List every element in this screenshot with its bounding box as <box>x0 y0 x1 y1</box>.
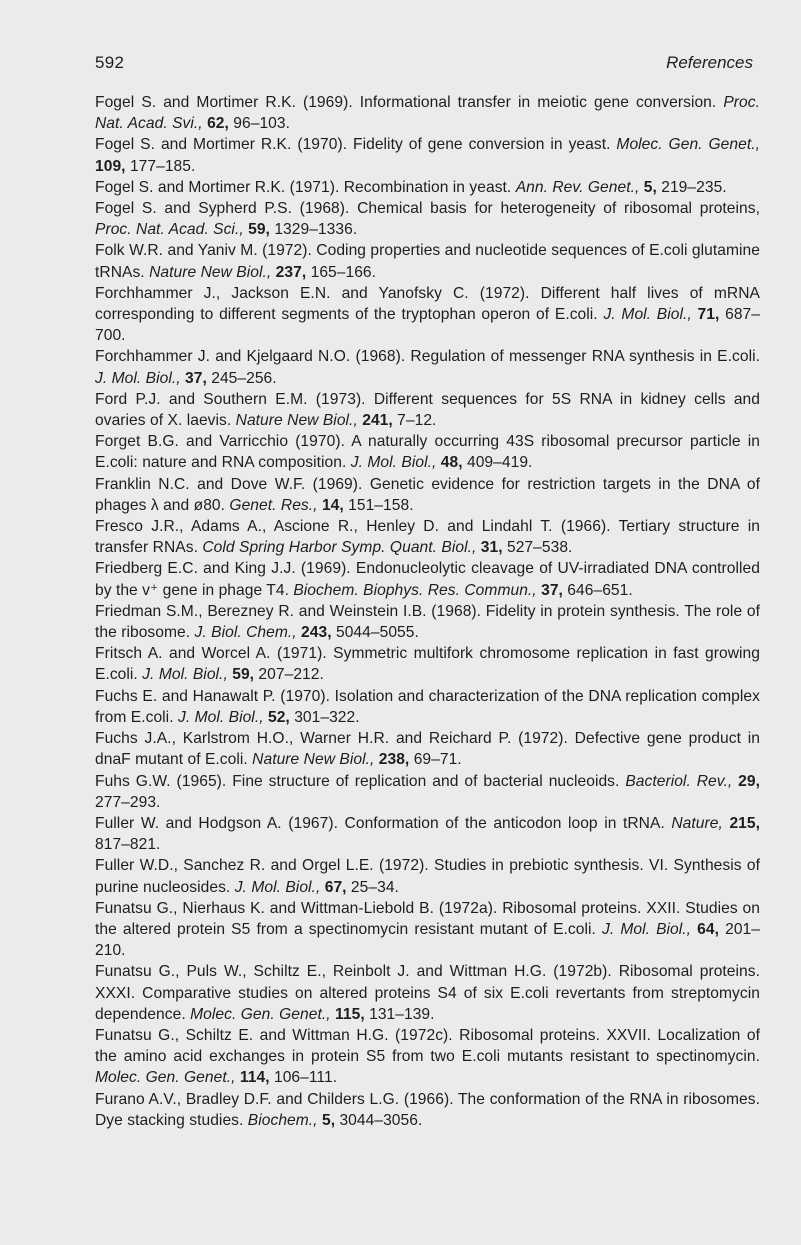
reference-authors-title: Funatsu G., Puls W., Schiltz E., Reinbolt J. and Wittman H.G. (1972b). Ribosomal proteins. XXXI. Comparative studies on altered proteins S4 of six E.coli revertants from streptomycin dependence. <box>95 963 760 1023</box>
reference-pages: 96–103. <box>228 115 291 133</box>
reference-pages: 3044–3056. <box>335 1111 423 1129</box>
reference-authors-title: Fresco J.R., Adams A., Ascione R., Henley D. and Lindahl T. (1966). Tertiary structure in transfer RNAs. <box>95 518 760 557</box>
reference-journal: Nature, <box>671 814 723 832</box>
reference-journal: J. Mol. Biol., <box>603 306 692 324</box>
reference-pages: 219–235. <box>656 178 727 196</box>
reference-entry <box>95 771 760 813</box>
reference-volume: 59, <box>232 666 255 684</box>
reference-entry <box>95 643 760 685</box>
reference-volume: 5, <box>321 1111 336 1129</box>
reference-authors-title: Furano A.V., Bradley D.F. and Childers L.G. (1966). The conformation of the RNA in ribosomes. Dye stacking studies. <box>95 1090 760 1129</box>
reference-pages: 1329–1336. <box>269 221 358 239</box>
reference-journal: J. Mol. Biol., <box>142 666 228 684</box>
reference-entry <box>95 558 760 600</box>
reference-entry <box>95 813 760 855</box>
reference-authors-title: Franklin N.C. and Dove W.F. (1969). Genetic evidence for restriction targets in the DNA of phages λ and ø80. <box>95 475 760 514</box>
reference-volume: 64, <box>697 920 719 938</box>
reference-authors-title: Forget B.G. and Varricchio (1970). A naturally occurring 43S ribosomal precursor particle in E.coli: nature and RNA composition. <box>95 433 760 472</box>
reference-journal: Biochem., <box>247 1111 318 1129</box>
reference-authors-title: Fuchs E. and Hanawalt P. (1970). Isolation and characterization of the DNA replication complex from E.coli. <box>95 687 760 726</box>
reference-volume: 31, <box>480 539 503 557</box>
reference-entry <box>95 431 760 473</box>
reference-entry <box>95 346 760 388</box>
reference-pages: 151–158. <box>343 496 414 514</box>
reference-pages: 177–185. <box>125 157 196 175</box>
reference-journal: Molec. Gen. Genet., <box>190 1005 331 1023</box>
reference-pages: 69–71. <box>409 751 462 769</box>
reference-volume: 115, <box>335 1005 365 1023</box>
reference-journal: Nature New Biol., <box>235 412 358 430</box>
reference-volume: 241, <box>362 412 393 430</box>
reference-volume: 14, <box>321 496 344 514</box>
reference-authors-title: Friedman S.M., Berezney R. and Weinstein I.B. (1968). Fidelity in protein synthesis. The role of the ribosome. <box>95 602 760 642</box>
reference-authors-title: Forchhammer J., Jackson E.N. and Yanofsky C. (1972). Different half lives of mRNA corresponding to different segments of the tryptophan operon of E.coli. <box>95 284 760 324</box>
reference-volume: 29, <box>738 772 760 790</box>
reference-journal: Proc. Nat. Acad. Sci., <box>95 221 244 239</box>
reference-journal: Biochem. Biophys. Res. Commun., <box>293 581 537 599</box>
reference-entry <box>95 198 760 240</box>
reference-entry <box>95 686 760 728</box>
reference-pages: 165–166. <box>306 263 377 281</box>
reference-entry <box>95 1089 760 1131</box>
reference-pages: 409–419. <box>462 454 533 472</box>
reference-volume: 243, <box>301 624 332 642</box>
reference-authors-title: Fuhs G.W. (1965). Fine structure of replication and of bacterial nucleoids. <box>95 772 626 790</box>
reference-entry <box>95 177 760 198</box>
reference-authors-title: Fuller W.D., Sanchez R. and Orgel L.E. (1972). Studies in prebiotic synthesis. VI. Synthesis of purine nucleosides. <box>95 857 760 896</box>
reference-authors-title: Forchhammer J. and Kjelgaard N.O. (1968). Regulation of messenger RNA synthesis in E.coli. <box>95 348 760 366</box>
reference-pages: 687–700. <box>95 306 760 345</box>
reference-authors-title: Fritsch A. and Worcel A. (1971). Symmetric multifork chromosome replication in fast growing E.coli. <box>95 645 760 684</box>
reference-authors-title: Funatsu G., Schiltz E. and Wittman H.G. (1972c). Ribosomal proteins. XXVII. Localization of the amino acid exchanges in protein S5 from two E.coli mutants resistant to spectinomycin. <box>95 1026 760 1066</box>
running-title: References <box>666 53 753 72</box>
reference-volume: 59, <box>248 221 270 239</box>
reference-journal: J. Biol. Chem., <box>194 624 297 642</box>
reference-entry <box>95 92 760 134</box>
reference-pages: 207–212. <box>254 666 324 684</box>
reference-journal: J. Mol. Biol., <box>350 454 437 472</box>
reference-journal: Nature New Biol., <box>149 263 272 281</box>
reference-list <box>95 92 760 1131</box>
reference-volume: 67, <box>324 878 347 896</box>
reference-journal: J. Mol. Biol., <box>602 920 692 938</box>
reference-entry <box>95 516 760 558</box>
reference-volume: 238, <box>378 751 410 769</box>
reference-pages: 245–256. <box>206 369 277 387</box>
reference-authors-title: Fuller W. and Hodgson A. (1967). Conformation of the anticodon loop in tRNA. <box>95 814 672 832</box>
reference-pages: 25–34. <box>346 878 399 896</box>
reference-entry <box>95 240 760 282</box>
reference-journal: Genet. Res., <box>229 496 318 514</box>
reference-journal: J. Mol. Biol., <box>95 369 181 387</box>
reference-volume: 62, <box>207 115 229 133</box>
reference-volume: 109, <box>95 157 126 175</box>
reference-pages: 106–111. <box>269 1069 338 1087</box>
reference-journal: Proc. Nat. Acad. Svi., <box>95 94 760 133</box>
reference-authors-title: Folk W.R. and Yaniv M. (1972). Coding properties and nucleotide sequences of E.coli glutamine tRNAs. <box>95 242 760 281</box>
reference-volume: 52, <box>267 708 290 726</box>
reference-journal: Nature New Biol., <box>252 751 375 769</box>
reference-entry <box>95 389 760 431</box>
reference-volume: 37, <box>541 581 563 599</box>
reference-volume: 71, <box>697 306 720 324</box>
reference-authors-title: Fuchs J.A., Karlstrom H.O., Warner H.R. and Reichard P. (1972). Defective gene product in dnaF mutant of E.coli. <box>95 730 760 769</box>
reference-entry <box>95 728 760 770</box>
reference-entry <box>95 961 760 1025</box>
reference-volume: 215, <box>729 814 760 832</box>
reference-pages: 201–210. <box>95 920 760 960</box>
reference-authors-title: Funatsu G., Nierhaus K. and Wittman-Liebold B. (1972a). Ribosomal proteins. XXII. Studies on the altered protein S5 from a spectinomycin resistant mutant of E.coli. <box>95 899 760 938</box>
reference-pages: 277–293. <box>95 793 161 811</box>
reference-authors-title: Ford P.J. and Southern E.M. (1973). Different sequences for 5S RNA in kidney cells and ovaries of X. laevis. <box>95 390 760 430</box>
reference-journal: Bacteriol. Rev., <box>625 772 733 790</box>
reference-authors-title: Fogel S. and Mortimer R.K. (1971). Recombination in yeast. <box>95 178 516 196</box>
reference-entry <box>95 134 760 176</box>
reference-pages: 817–821. <box>95 836 161 854</box>
reference-entry <box>95 1025 760 1089</box>
reference-pages: 5044–5055. <box>331 624 419 642</box>
reference-entry <box>95 474 760 516</box>
reference-journal: Molec. Gen. Genet., <box>616 136 760 154</box>
reference-entry <box>95 898 760 962</box>
reference-volume: 5, <box>643 178 657 196</box>
reference-journal: Cold Spring Harbor Symp. Quant. Biol., <box>202 539 477 557</box>
page-number: 592 <box>95 53 125 72</box>
reference-pages: 131–139. <box>364 1005 435 1023</box>
reference-journal: Molec. Gen. Genet., <box>95 1069 236 1087</box>
reference-entry <box>95 855 760 897</box>
reference-entry <box>95 601 760 643</box>
reference-volume: 37, <box>185 369 207 387</box>
reference-authors-title: Friedberg E.C. and King J.J. (1969). Endonucleolytic cleavage of UV-irradiated DNA controlled by the v⁺ gene in phage T4. <box>95 560 760 599</box>
reference-journal: J. Mol. Biol., <box>234 878 321 896</box>
reference-authors-title: Fogel S. and Mortimer R.K. (1970). Fidelity of gene conversion in yeast. <box>95 136 617 154</box>
reference-pages: 301–322. <box>289 708 360 726</box>
reference-authors-title: Fogel S. and Mortimer R.K. (1969). Informational transfer in meiotic gene conversion. <box>95 94 724 111</box>
reference-pages: 646–651. <box>562 581 633 599</box>
reference-pages: 527–538. <box>502 539 573 557</box>
reference-authors-title: Fogel S. and Sypherd P.S. (1968). Chemical basis for heterogeneity of ribosomal proteins, <box>95 200 760 218</box>
reference-pages: 7–12. <box>392 412 437 430</box>
reference-volume: 237, <box>275 263 307 281</box>
reference-volume: 114, <box>239 1069 270 1087</box>
reference-entry <box>95 283 760 347</box>
reference-journal: Ann. Rev. Genet., <box>515 178 640 196</box>
reference-journal: J. Mol. Biol., <box>177 708 264 726</box>
reference-volume: 48, <box>440 454 463 472</box>
